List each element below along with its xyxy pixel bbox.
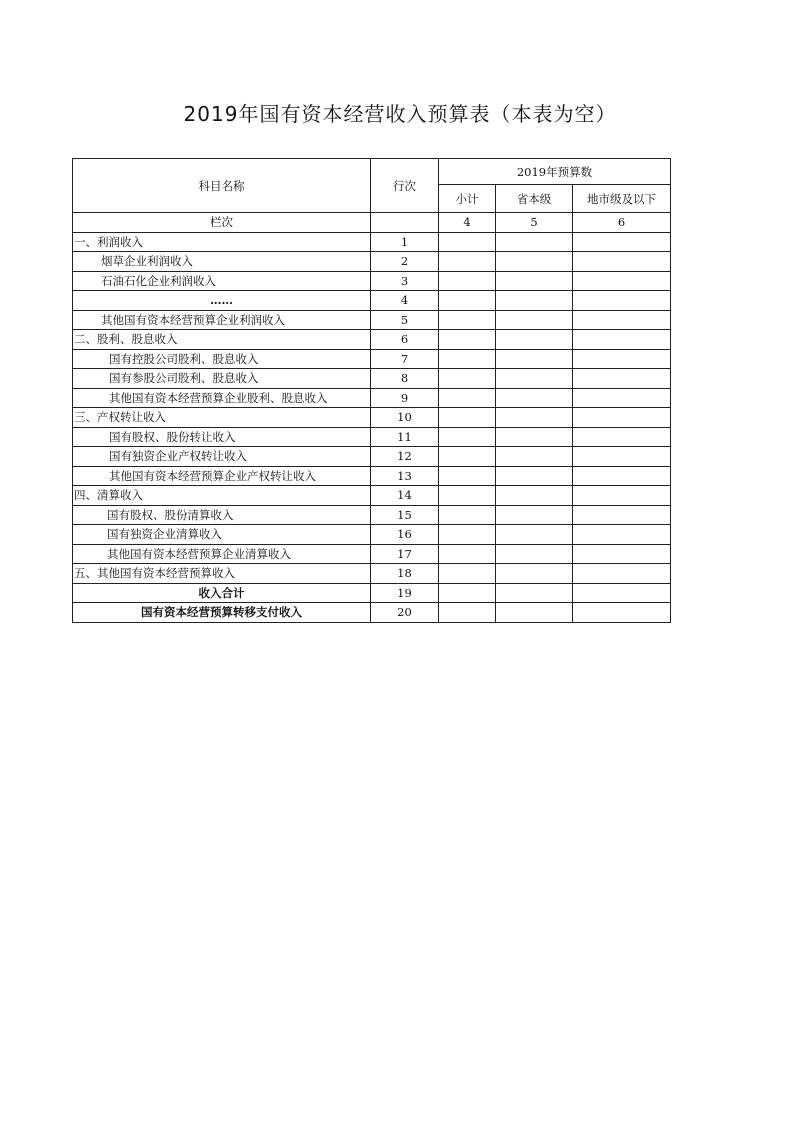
column-order-empty [371, 213, 439, 233]
row-no: 4 [371, 291, 439, 311]
cell-city [573, 232, 671, 252]
row-no: 20 [371, 603, 439, 623]
row-name: 四、清算收入 [73, 486, 371, 506]
cell-province [496, 232, 573, 252]
page-title: 2019年国有资本经营收入预算表（本表为空） [183, 102, 617, 126]
header-row-no: 行次 [371, 159, 439, 213]
table-row [73, 408, 671, 428]
cell-province [496, 603, 573, 623]
table-row [73, 447, 671, 467]
table-row [73, 525, 671, 545]
table-row [73, 252, 671, 272]
row-no: 1 [371, 232, 439, 252]
table-row [73, 388, 671, 408]
cell-city [573, 271, 671, 291]
row-name: …… [73, 291, 371, 311]
row-no: 17 [371, 544, 439, 564]
cell-province [496, 564, 573, 584]
cell-city [573, 525, 671, 545]
cell-subtotal [439, 349, 496, 369]
row-no: 6 [371, 330, 439, 350]
row-name: 石油石化企业利润收入 [73, 271, 371, 291]
row-name: 其他国有资本经营预算企业产权转让收入 [73, 466, 371, 486]
row-name: 其他国有资本经营预算企业股利、股息收入 [73, 388, 371, 408]
cell-province [496, 486, 573, 506]
col-no-city: 6 [573, 213, 671, 233]
cell-province [496, 330, 573, 350]
table-row [73, 232, 671, 252]
row-no: 3 [371, 271, 439, 291]
cell-province [496, 349, 573, 369]
table-row [73, 349, 671, 369]
cell-subtotal [439, 603, 496, 623]
table-row [73, 310, 671, 330]
row-name: 五、其他国有资本经营预算收入 [73, 564, 371, 584]
row-no: 2 [371, 252, 439, 272]
row-no: 15 [371, 505, 439, 525]
table-row [73, 583, 671, 603]
cell-subtotal [439, 447, 496, 467]
table-row [73, 505, 671, 525]
cell-subtotal [439, 291, 496, 311]
row-name: 收入合计 [73, 583, 371, 603]
cell-subtotal [439, 427, 496, 447]
row-no: 8 [371, 369, 439, 389]
header-subject-name: 科目名称 [73, 159, 371, 213]
row-name: 三、产权转让收入 [73, 408, 371, 428]
row-name: 烟草企业利润收入 [73, 252, 371, 272]
cell-province [496, 447, 573, 467]
cell-subtotal [439, 525, 496, 545]
cell-city [573, 564, 671, 584]
row-name: 一、利润收入 [73, 232, 371, 252]
header-col-subtotal: 小计 [439, 185, 496, 213]
col-no-province: 5 [496, 213, 573, 233]
cell-city [573, 388, 671, 408]
cell-province [496, 310, 573, 330]
cell-subtotal [439, 564, 496, 584]
cell-province [496, 505, 573, 525]
header-budget-group: 2019年预算数 [439, 159, 671, 185]
cell-city [573, 252, 671, 272]
table-row [73, 486, 671, 506]
table-row [73, 466, 671, 486]
row-name: 国有控股公司股利、股息收入 [73, 349, 371, 369]
table-row [73, 271, 671, 291]
cell-subtotal [439, 232, 496, 252]
cell-province [496, 544, 573, 564]
table-row [73, 291, 671, 311]
cell-province [496, 271, 573, 291]
cell-city [573, 583, 671, 603]
row-no: 9 [371, 388, 439, 408]
cell-subtotal [439, 408, 496, 428]
table-row [73, 544, 671, 564]
table-row [73, 369, 671, 389]
column-order-label: 栏次 [73, 213, 371, 233]
cell-subtotal [439, 369, 496, 389]
cell-subtotal [439, 388, 496, 408]
cell-subtotal [439, 505, 496, 525]
cell-city [573, 603, 671, 623]
cell-city [573, 330, 671, 350]
row-name: 国有独资企业产权转让收入 [73, 447, 371, 467]
cell-city [573, 427, 671, 447]
cell-subtotal [439, 330, 496, 350]
row-no: 7 [371, 349, 439, 369]
cell-province [496, 252, 573, 272]
cell-city [573, 486, 671, 506]
row-name: 国有股权、股份转让收入 [73, 427, 371, 447]
row-no: 18 [371, 564, 439, 584]
row-name: 其他国有资本经营预算企业利润收入 [73, 310, 371, 330]
cell-province [496, 369, 573, 389]
row-no: 13 [371, 466, 439, 486]
row-no: 5 [371, 310, 439, 330]
cell-city [573, 544, 671, 564]
row-name: 国有独资企业清算收入 [73, 525, 371, 545]
col-no-subtotal: 4 [439, 213, 496, 233]
cell-subtotal [439, 252, 496, 272]
row-no: 12 [371, 447, 439, 467]
cell-subtotal [439, 583, 496, 603]
table-row [73, 330, 671, 350]
row-name: 其他国有资本经营预算企业清算收入 [73, 544, 371, 564]
header-col-city: 地市级及以下 [573, 185, 671, 213]
cell-province [496, 427, 573, 447]
cell-city [573, 447, 671, 467]
header-col-province: 省本级 [496, 185, 573, 213]
cell-city [573, 291, 671, 311]
cell-province [496, 408, 573, 428]
table-row [73, 564, 671, 584]
cell-province [496, 388, 573, 408]
cell-province [496, 525, 573, 545]
row-no: 19 [371, 583, 439, 603]
cell-city [573, 349, 671, 369]
row-no: 11 [371, 427, 439, 447]
cell-subtotal [439, 544, 496, 564]
cell-province [496, 466, 573, 486]
cell-city [573, 466, 671, 486]
cell-province [496, 291, 573, 311]
row-name: 国有股权、股份清算收入 [73, 505, 371, 525]
row-no: 14 [371, 486, 439, 506]
cell-subtotal [439, 271, 496, 291]
budget-table [72, 158, 671, 623]
row-name: 国有资本经营预算转移支付收入 [73, 603, 371, 623]
row-no: 10 [371, 408, 439, 428]
cell-city [573, 369, 671, 389]
table-row [73, 427, 671, 447]
cell-subtotal [439, 466, 496, 486]
cell-city [573, 505, 671, 525]
cell-city [573, 310, 671, 330]
row-name: 国有参股公司股利、股息收入 [73, 369, 371, 389]
cell-province [496, 583, 573, 603]
cell-subtotal [439, 486, 496, 506]
cell-city [573, 408, 671, 428]
table-row [73, 603, 671, 623]
cell-subtotal [439, 310, 496, 330]
row-name: 二、股利、股息收入 [73, 330, 371, 350]
row-no: 16 [371, 525, 439, 545]
